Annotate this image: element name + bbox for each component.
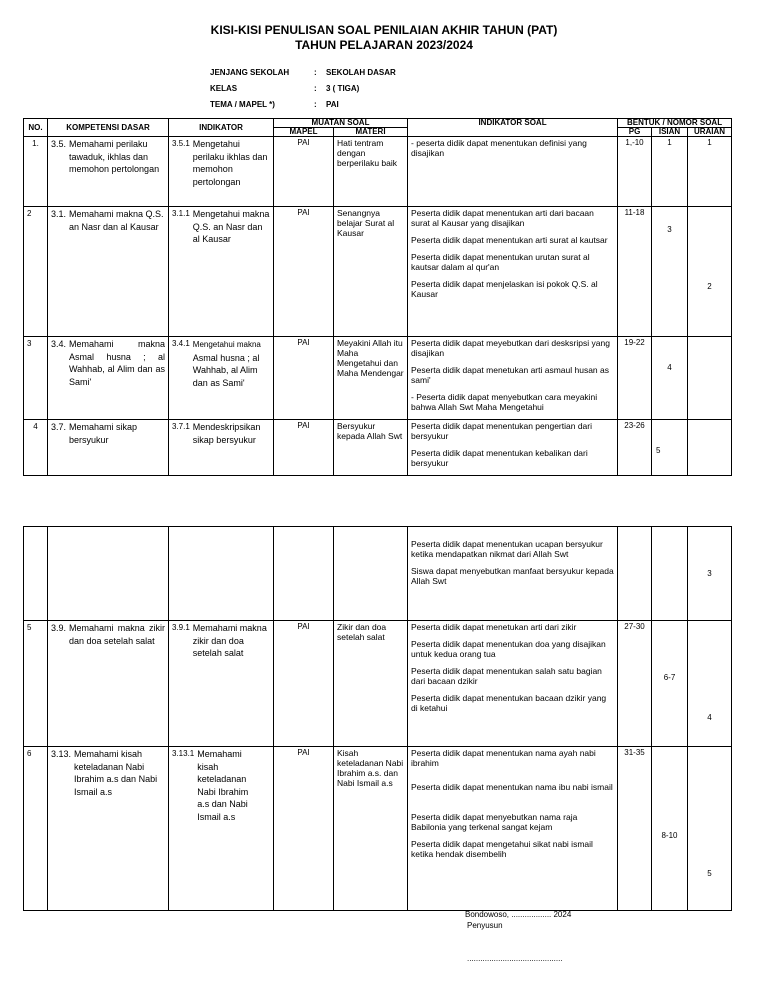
kd-cell bbox=[48, 337, 169, 420]
meta-key: TEMA / MAPEL *) bbox=[210, 100, 275, 109]
uraian-cell: 2 bbox=[688, 207, 732, 337]
uraian-cell: 4 bbox=[688, 621, 732, 747]
kd-code: 3.13. bbox=[51, 749, 72, 759]
indikator-soal-item: Peserta didik dapat menentukan salah satu bagian dari bacaan dzikir bbox=[411, 666, 602, 686]
mapel-cell: PAI bbox=[274, 137, 334, 207]
ind-code: 3.13.1 bbox=[172, 749, 195, 758]
indikator-soal-item: Peserta didik dapat menentukan arti surat al kautsar bbox=[411, 235, 608, 245]
isian-cell bbox=[652, 527, 688, 621]
meta-value: 3 ( TIGA) bbox=[326, 84, 360, 93]
pg-cell: 23-26 bbox=[618, 420, 652, 476]
header-pg: PG bbox=[618, 128, 652, 137]
ind-text: Asmal husna ; al Wahhab, al Alim dan as Sami' bbox=[192, 352, 260, 388]
uraian-cell: 3 bbox=[688, 527, 732, 621]
meta-jenjang bbox=[210, 68, 396, 77]
materi-cell: Zikir dan doa setelah salat bbox=[334, 621, 408, 747]
pg-cell: 31-35 bbox=[618, 747, 652, 911]
table-row bbox=[24, 207, 732, 337]
indikator-soal-item: Peserta didik dapat menentukan ucapan bersyukur ketika mendapatkan nikmat dari Allah Swt bbox=[411, 539, 603, 559]
kd-text: Memahami perilaku tawaduk, ikhlas dan memohon pertolongan bbox=[69, 139, 160, 174]
header-mapel: MAPEL bbox=[274, 128, 334, 137]
indikator-soal-item: Siswa dapat menyebutkan manfaat bersyukur kepada Allah Swt bbox=[411, 566, 614, 586]
ind-text: Mengetahui makna Q.S. an Nasr dan al Kausar bbox=[192, 209, 270, 244]
table-row bbox=[24, 337, 732, 420]
indikator-soal-item: Peserta didik dapat meyebutkan dari desksripsi yang disajikan bbox=[411, 338, 610, 358]
indikator-cell bbox=[169, 420, 274, 476]
indikator-soal-cell bbox=[408, 137, 618, 207]
isian-cell: 1 bbox=[652, 137, 688, 207]
kisi-kisi-table-page1 bbox=[23, 118, 732, 476]
indikator-soal-item: Peserta didik dapat menetukan arti asmaul husan as sami' bbox=[411, 365, 609, 385]
pg-cell: 1,-10 bbox=[618, 137, 652, 207]
kd-code: 3.1. bbox=[51, 209, 67, 219]
indikator-soal-cell bbox=[408, 420, 618, 476]
kd-text: Memahami makna zikir dan doa setelah salat bbox=[69, 623, 165, 646]
mapel-cell: PAI bbox=[274, 207, 334, 337]
materi-cell: Senangnya belajar Surat al Kausar bbox=[334, 207, 408, 337]
mapel-cell: PAI bbox=[274, 621, 334, 747]
isian-cell: 4 bbox=[652, 337, 688, 420]
isian-cell: 5 bbox=[652, 420, 688, 476]
document-title-line2: TAHUN PELAJARAN 2023/2024 bbox=[295, 38, 473, 52]
pg-cell bbox=[618, 527, 652, 621]
indikator-cell bbox=[169, 137, 274, 207]
kd-code: 3.5. bbox=[51, 139, 67, 149]
header-isian: ISIAN bbox=[652, 128, 688, 137]
indikator-soal-item: Peserta didik dapat menentukan nama ayah nabi ibrahim bbox=[411, 748, 596, 768]
ind-text-first: Mengetahui makna bbox=[192, 340, 261, 349]
ind-code: 3.5.1 bbox=[172, 139, 190, 148]
indikator-cell bbox=[169, 207, 274, 337]
table-row bbox=[24, 137, 732, 207]
kd-cell bbox=[48, 420, 169, 476]
materi-cell: Bersyukur kepada Allah Swt bbox=[334, 420, 408, 476]
indikator-soal-item: Peserta didik dapat menentukan bacaan dzikir yang di ketahui bbox=[411, 693, 607, 713]
indikator-soal-item: Peserta didik dapat menetukan arti dari zikir bbox=[411, 622, 577, 632]
meta-kelas bbox=[210, 84, 359, 93]
meta-sep: : bbox=[314, 100, 317, 109]
isian-cell: 8-10 bbox=[652, 747, 688, 911]
pg-cell: 11-18 bbox=[618, 207, 652, 337]
meta-value: PAI bbox=[326, 100, 339, 109]
header-indikator: INDIKATOR bbox=[169, 119, 274, 137]
kd-code: 3.4. bbox=[51, 339, 67, 349]
row-no: 6 bbox=[24, 747, 48, 911]
ind-code: 3.7.1 bbox=[172, 422, 190, 431]
materi-cell: Hati tentram dengan berperilaku baik bbox=[334, 137, 408, 207]
kd-text: Memahami makna Asmal husna ; al Wahhab, al Alim dan as Sami' bbox=[69, 339, 165, 387]
row-no: 5 bbox=[24, 621, 48, 747]
kd-cell bbox=[48, 207, 169, 337]
header-uraian: URAIAN bbox=[688, 128, 732, 137]
kd-cell bbox=[48, 527, 169, 621]
table-row bbox=[24, 527, 732, 621]
indikator-soal-item: Peserta didik dapat menyebutkan nama raja Babilonia yang terkenal sangat kejam bbox=[411, 812, 578, 832]
indikator-cell bbox=[169, 747, 274, 911]
document-title-line1: KISI-KISI PENULISAN SOAL PENILAIAN AKHIR TAHUN (PAT) bbox=[210, 23, 558, 37]
table-row bbox=[24, 747, 732, 911]
ind-text: Memahami makna zikir dan doa setelah salat bbox=[192, 623, 267, 658]
header-no: NO. bbox=[24, 119, 48, 137]
uraian-cell bbox=[688, 420, 732, 476]
meta-key: KELAS bbox=[210, 84, 238, 93]
uraian-cell: 5 bbox=[688, 747, 732, 911]
row-no: 3 bbox=[24, 337, 48, 420]
meta-sep: : bbox=[314, 84, 317, 93]
ind-code: 3.1.1 bbox=[172, 209, 190, 218]
ind-text-wrap bbox=[190, 338, 270, 389]
indikator-cell bbox=[169, 527, 274, 621]
row-no bbox=[24, 527, 48, 621]
mapel-cell: PAI bbox=[274, 337, 334, 420]
indikator-soal-item: - Peserta didik dapat menyebutkan cara meyakini bahwa Allah Swt Maha Mengetahui bbox=[411, 392, 598, 412]
indikator-soal-item: Peserta didik dapat menentukan kebalikan dari bersyukur bbox=[411, 448, 588, 468]
header-materi: MATERI bbox=[334, 128, 408, 137]
indikator-soal-cell bbox=[408, 747, 618, 911]
header-kompetensi-dasar: KOMPETENSI DASAR bbox=[48, 119, 169, 137]
isian-cell: 6-7 bbox=[652, 621, 688, 747]
table-row bbox=[24, 621, 732, 747]
signature-place-date: Bondowoso, .................. 2024 bbox=[465, 910, 572, 919]
mapel-cell bbox=[274, 527, 334, 621]
indikator-soal-item: - peserta didik dapat menentukan definisi yang disajikan bbox=[411, 138, 587, 158]
pg-cell: 19-22 bbox=[618, 337, 652, 420]
uraian-cell: 1 bbox=[688, 137, 732, 207]
kd-cell bbox=[48, 747, 169, 911]
indikator-soal-item: Peserta didik dapat menentukan pengertian dari bersyukur bbox=[411, 421, 592, 441]
meta-tema bbox=[210, 100, 339, 109]
header-indikator-soal: INDIKATOR SOAL bbox=[408, 119, 618, 137]
kd-code: 3.9. bbox=[51, 623, 67, 633]
indikator-cell bbox=[169, 337, 274, 420]
indikator-soal-item: Peserta didik dapat menentukan arti dari bacaan surat al Kausar yang disajikan bbox=[411, 208, 594, 228]
signature-name-line: ........................................... bbox=[467, 954, 563, 963]
ind-text: Memahami kisah keteladanan Nabi Ibrahim a.s dan Nabi Ismail a.s bbox=[197, 749, 249, 822]
header-muatan-soal: MUATAN SOAL bbox=[274, 119, 408, 128]
ind-text: Mengetahui perilaku ikhlas dan memohon pertolongan bbox=[192, 139, 268, 187]
ind-code: 3.4.1 bbox=[172, 339, 190, 348]
uraian-cell bbox=[688, 337, 732, 420]
kisi-kisi-table-page2 bbox=[23, 526, 732, 911]
ind-text: Mendeskripsikan sikap bersyukur bbox=[192, 422, 261, 445]
materi-cell: Kisah keteladanan Nabi Ibrahim a.s. dan Nabi Ismail a.s bbox=[334, 747, 408, 911]
isian-cell: 3 bbox=[652, 207, 688, 337]
materi-cell bbox=[334, 527, 408, 621]
indikator-cell bbox=[169, 621, 274, 747]
ind-code: 3.9.1 bbox=[172, 623, 190, 632]
materi-cell: Meyakini Allah itu Maha Mengetahui dan Maha Mendengar bbox=[334, 337, 408, 420]
kd-cell bbox=[48, 137, 169, 207]
indikator-soal-item: Peserta didik dapat menjelaskan isi pokok Q.S. al Kausar bbox=[411, 279, 598, 299]
indikator-soal-cell bbox=[408, 621, 618, 747]
kd-cell bbox=[48, 621, 169, 747]
indikator-soal-cell bbox=[408, 337, 618, 420]
kd-text: Memahami sikap bersyukur bbox=[69, 422, 138, 445]
meta-value: SEKOLAH DASAR bbox=[326, 68, 396, 77]
indikator-soal-item: Peserta didik dapat menentukan nama ibu nabi ismail bbox=[411, 782, 613, 792]
row-no: 2 bbox=[24, 207, 48, 337]
kd-text: Memahami kisah keteladanan Nabi Ibrahim a.s dan Nabi Ismail a.s bbox=[74, 749, 158, 797]
pg-cell: 27-30 bbox=[618, 621, 652, 747]
kd-code: 3.7. bbox=[51, 422, 67, 432]
header-bentuk-nomor-soal: BENTUK / NOMOR SOAL bbox=[618, 119, 732, 128]
table-row bbox=[24, 420, 732, 476]
indikator-soal-item: Peserta didik dapat menentukan urutan surat al kautsar dalam al qur'an bbox=[411, 252, 590, 272]
mapel-cell: PAI bbox=[274, 747, 334, 911]
row-no: 1. bbox=[24, 137, 48, 207]
indikator-soal-item: Peserta didik dapat menentukan doa yang disajikan untuk kedua orang tua bbox=[411, 639, 606, 659]
signature-role: Penyusun bbox=[467, 921, 503, 930]
meta-key: JENJANG SEKOLAH bbox=[210, 68, 290, 77]
meta-sep: : bbox=[314, 68, 317, 77]
row-no: 4 bbox=[24, 420, 48, 476]
indikator-soal-cell bbox=[408, 207, 618, 337]
kd-text: Memahami makna Q.S. an Nasr dan al Kausar bbox=[69, 209, 164, 232]
indikator-soal-item: Peserta didik dapat mengetahui sikat nabi ismail ketika hendak disembelih bbox=[411, 839, 593, 859]
indikator-soal-cell bbox=[408, 527, 618, 621]
mapel-cell: PAI bbox=[274, 420, 334, 476]
